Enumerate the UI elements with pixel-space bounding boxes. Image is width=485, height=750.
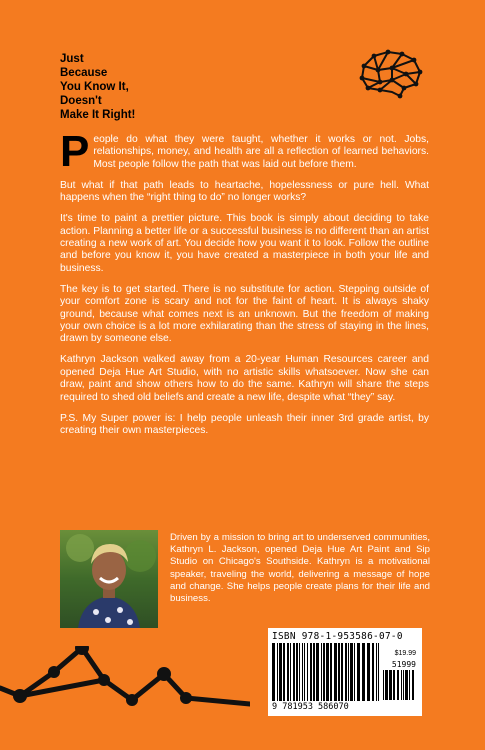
- barcode-bar: [302, 643, 303, 701]
- barcode-bar: [293, 643, 295, 701]
- barcode-bar: [290, 643, 291, 701]
- paragraph-6: P.S. My Super power is: I help people unleash their inner 3rd grade artist, by creating their own masterpieces.: [60, 412, 429, 437]
- barcode-bar: [376, 643, 377, 701]
- barcode-bar: [287, 643, 289, 701]
- barcode-bar: [310, 643, 312, 701]
- network-nodes-graphic: [0, 646, 250, 710]
- barcode-bar: [383, 670, 384, 700]
- tagline: [60, 52, 180, 122]
- barcode-bar: [362, 643, 365, 701]
- barcode-bar: [313, 643, 315, 701]
- tagline-line: You Know It,: [60, 81, 129, 93]
- paragraph-1: [60, 127, 429, 176]
- barcode-bar: [367, 643, 370, 701]
- barcode-bar: [341, 643, 343, 701]
- barcode-bar: [283, 643, 285, 701]
- paragraph-2: But what if that path leads to heartache, hopelessness or pure hell. What happens when the “right thing to do” no longer works?: [60, 179, 429, 204]
- barcode-bar: [354, 643, 355, 701]
- author-photo: [60, 530, 158, 628]
- barcode-bar: [393, 670, 395, 700]
- barcode-bar: [345, 643, 347, 701]
- barcode-bar: [323, 643, 325, 701]
- tagline-line: Make It Right!: [60, 109, 136, 121]
- barcode-bar: [350, 643, 353, 701]
- barcode-bar: [409, 670, 410, 700]
- drop-cap: P: [60, 127, 90, 176]
- barcode-bar: [277, 643, 278, 701]
- ean-barcode-bars: [272, 643, 380, 701]
- barcode-bar: [299, 643, 300, 701]
- addon-code: 51999: [391, 660, 416, 669]
- tagline-line: Just: [60, 53, 84, 65]
- barcode-bar: [307, 643, 308, 701]
- paragraph-4: The key is to get started. There is no substitute for action. Stepping outside of your comfort zone is scary and not for the faint of heart. It is always shaky ground, because what comes next is an unknown. But the freedom of making your own choice is a lot more exhilarating than the stress of staying in the lines, drawn by someone else.: [60, 283, 429, 345]
- author-bio: Driven by a mission to bring art to underserved communities, Kathryn L. Jackson, opened Deja Hue Art Paint and Sip Studio on Chicago's Southside. Kathryn is a motivational speaker, traveling the world, delivering a message of hope and change. She helps people create plans for their life and business.: [170, 532, 430, 605]
- barcode-bar: [385, 670, 388, 700]
- barcode-bar: [321, 643, 322, 701]
- tagline-line: Doesn't: [60, 95, 102, 107]
- brain-network-icon: [356, 48, 424, 100]
- barcode-bar: [403, 670, 404, 700]
- addon-barcode-bars: [383, 670, 415, 700]
- barcode-bar: [348, 643, 349, 701]
- barcode-bar: [334, 643, 337, 701]
- barcode-bar: [326, 643, 329, 701]
- barcode-bar: [372, 643, 374, 701]
- isbn-text: ISBN 978-1-953586-07-0: [272, 631, 403, 642]
- ean-digits: 9 781953 586070: [272, 702, 349, 712]
- barcode-bar: [304, 643, 305, 701]
- barcode-bar: [378, 643, 379, 701]
- paragraph-3: It's time to paint a prettier picture. This book is simply about deciding to take action. Planning a better life or a successful business is no different than an artist creating a new work of art. You decide how you want it to look. Follow the outline and before you know it, you have created a masterpiece in both your life and business.: [60, 213, 429, 274]
- barcode-bar: [279, 643, 282, 701]
- paragraph-1-text: eople do what they were taught, whether it works or not. Jobs, relationships, money, and health are all a reflection of learned behaviors. Most people follow the path that was laid out before them.: [93, 134, 429, 170]
- barcode-bar: [401, 670, 402, 700]
- barcode-bar: [330, 643, 332, 701]
- barcode-bar: [316, 643, 319, 701]
- barcode-bar: [405, 670, 408, 700]
- barcode-bar: [412, 670, 414, 700]
- barcode: [268, 628, 422, 716]
- price-text: $19.99: [394, 650, 416, 657]
- barcode-bar: [296, 643, 298, 701]
- barcode-bar: [389, 670, 392, 700]
- barcode-bar: [357, 643, 360, 701]
- tagline-line: Because: [60, 67, 108, 79]
- barcode-bar: [397, 670, 399, 700]
- barcode-bar: [338, 643, 340, 701]
- barcode-bar: [272, 643, 275, 701]
- description: [60, 127, 429, 446]
- paragraph-5: Kathryn Jackson walked away from a 20-year Human Resources career and opened Deja Hue Art Studio, with no artistic skills whatsoever. Now she can draw, paint and show others how to do the same. Kathryn will share the steps required to shed old beliefs and create a new life, despite what “they” say.: [60, 354, 429, 403]
